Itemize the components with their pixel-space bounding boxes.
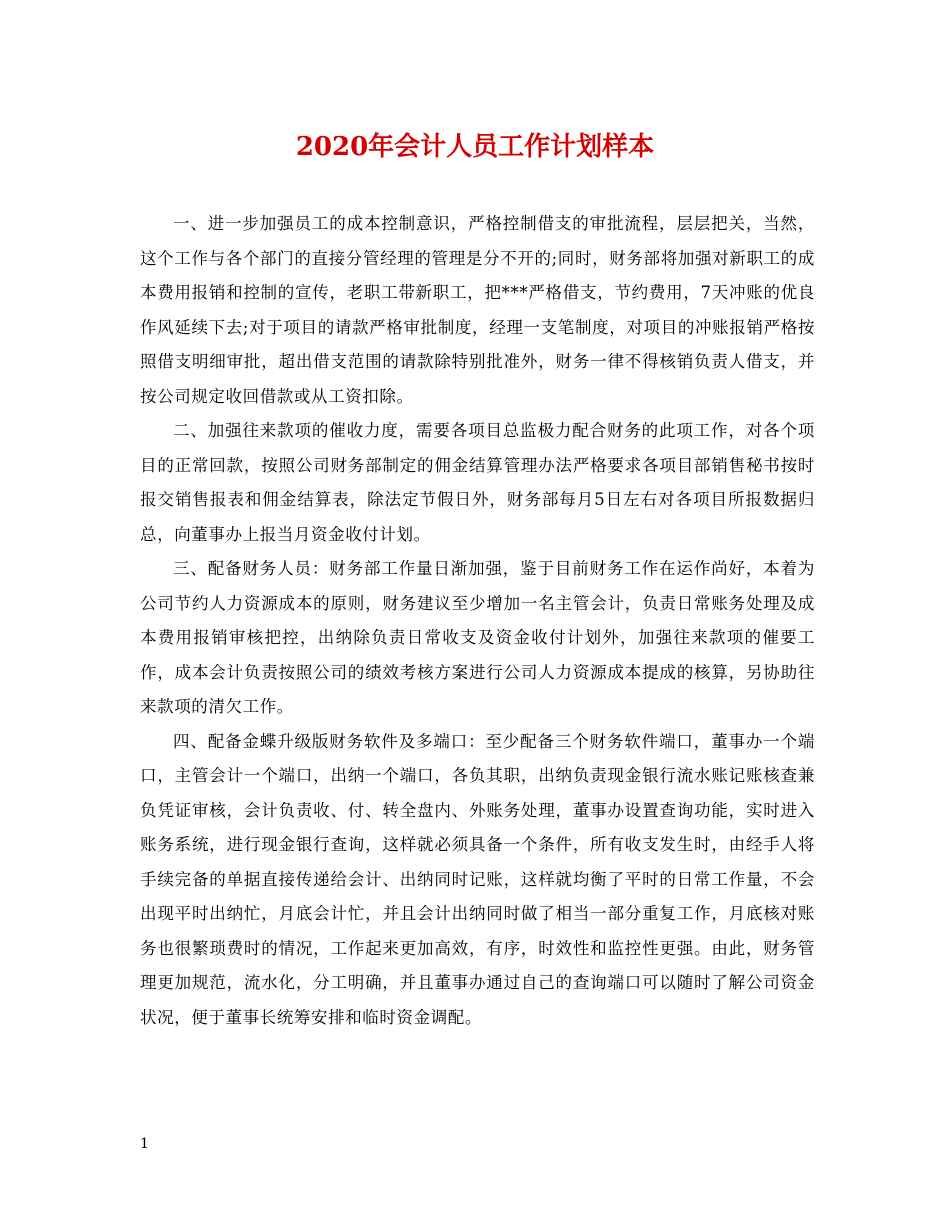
document-title: 2020年会计人员工作计划样本: [295, 132, 655, 162]
page-number: 1: [140, 1136, 149, 1152]
paragraph-2: 二、加强往来款项的催收力度，需要各项目总监极力配合财务的此项工作，对各个项目的正常回款，按照公司财务部制定的佣金结算管理办法严格要求各项目部销售秘书按时报交销售报表和佣金结算表，除法定节假日外，财务部每月5日左右对各项目所报数据归总，向董事办上报当月资金收付计划。: [140, 421, 815, 544]
paragraph-1: 一、进一步加强员工的成本控制意识，严格控制借支的审批流程，层层把关，当然，这个工作与各个部门的直接分管经理的管理是分不开的;同时，财务部将加强对新职工的成本费用报销和控制的宣传，老职工带新职工，把***严格借支，节约费用，7天冲账的优良作风延续下去;对于项目的请款严格审批制度，经理一支笔制度，对项目的冲账报销严格按照借支明细审批，超出借支范围的请款除特别批准外，财务一律不得核销负责人借支，并按公司规定收回借款或从工资扣除。: [140, 214, 815, 406]
paragraph-3: 三、配备财务人员：财务部工作量日渐加强，鉴于目前财务工作在运作尚好，本着为公司节约人力资源成本的原则，财务建议至少增加一名主管会计，负责日常账务处理及成本费用报销审核把控，出纳除负责日常收支及资金收付计划外，加强往来款项的催要工作，成本会计负责按照公司的绩效考核方案进行公司人力资源成本提成的核算，另协助往来款项的清欠工作。: [140, 559, 815, 716]
paragraph-4: 四、配备金蝶升级版财务软件及多端口：至少配备三个财务软件端口，董事办一个端口，主管会计一个端口，出纳一个端口，各负其职，出纳负责现金银行流水账记账核查兼负凭证审核，会计负责收、付、转全盘内、外账务处理，董事办设置查询功能，实时进入账务系统，进行现金银行查询，这样就必须具备一个条件，所有收支发生时，由经手人将手续完备的单据直接传递给会计、出纳同时记账，这样就均衡了平时的日常工作量，不会出现平时出纳忙，月底会计忙，并且会计出纳同时做了相当一部分重复工作，月底核对账务也很繁琐费时的情况，工作起来更加高效，有序，时效性和监控性更强。由此，财务管理更加规范，流水化，分工明确，并且董事办通过自己的查询端口可以随时了解公司资金状况，便于董事长统筹安排和临时资金调配。: [140, 731, 815, 1027]
document-body: [140, 207, 815, 1035]
